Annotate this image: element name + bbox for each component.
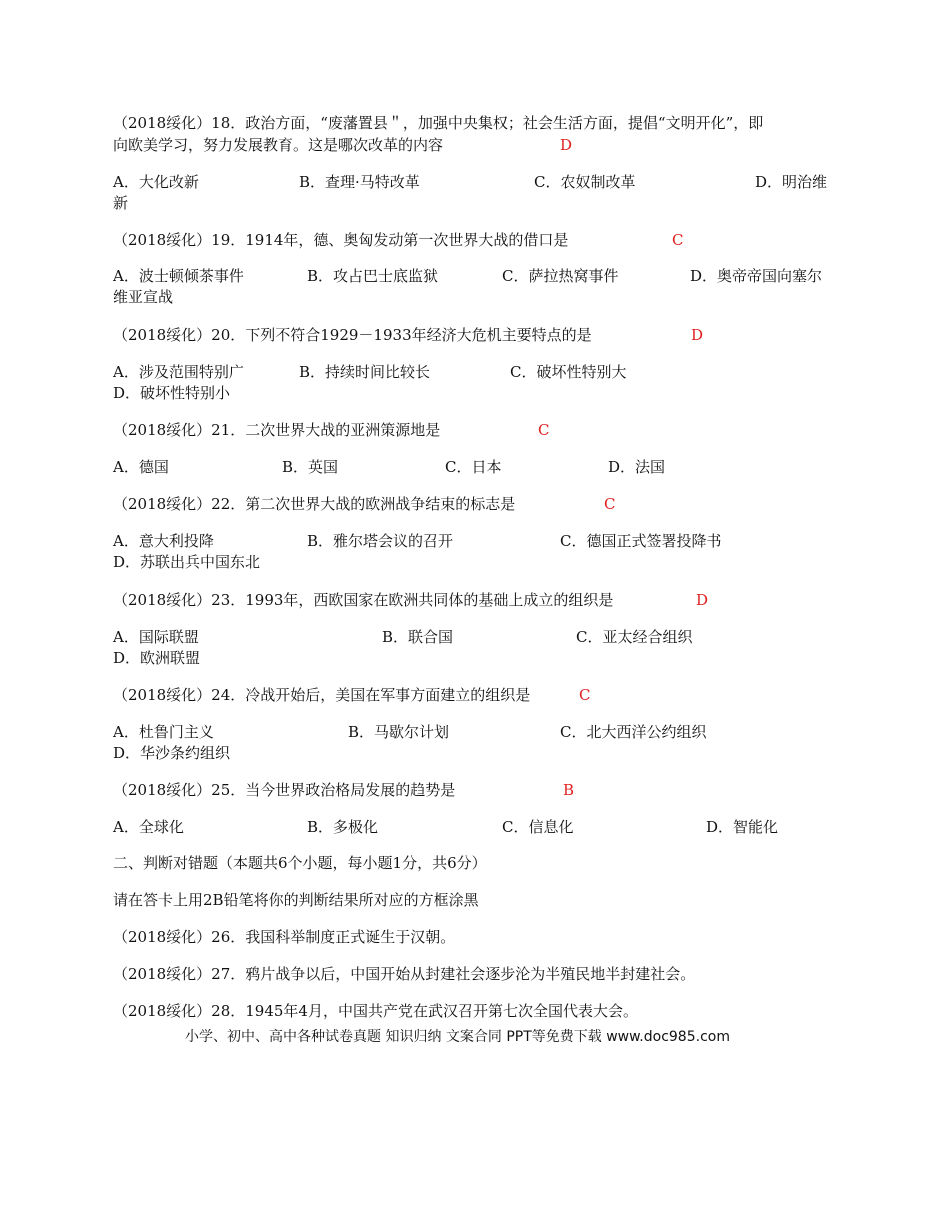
option-25-b: B．多极化 (307, 818, 379, 836)
option-24-c: C．北大西洋公约组织 (560, 723, 707, 741)
question-22: （2018绥化）22．第二次世界大战的欧洲战争结束的标志是 (113, 495, 516, 513)
question-19: （2018绥化）19．1914年，德、奥匈发动第一次世界大战的借口是 (113, 231, 569, 249)
question-24: （2018绥化）24．冷战开始后，美国在军事方面建立的组织是 (113, 686, 531, 704)
question-26: （2018绥化）26．我国科举制度正式诞生于汉朝。 (113, 928, 456, 946)
option-20-d: D．破坏性特别小 (113, 384, 231, 402)
option-22-d: D．苏联出兵中国东北 (113, 553, 261, 571)
answer-24: C (579, 686, 591, 704)
option-19-c: C．萨拉热窝事件 (502, 267, 619, 285)
answer-18: D (560, 136, 573, 154)
question-18-line2: 向欧美学习，努力发展教育。这是哪次改革的内容 (113, 136, 444, 154)
option-18-b: B．查理·马特改革 (299, 173, 420, 191)
option-22-b: B．雅尔塔会议的召开 (307, 532, 454, 550)
question-23: （2018绥化）23．1993年，西欧国家在欧洲共同体的基础上成立的组织是 (113, 591, 614, 609)
option-18-a: A．大化改新 (113, 173, 199, 191)
option-23-d: D．欧洲联盟 (113, 649, 201, 667)
option-21-c: C．日本 (445, 458, 502, 476)
option-24-b: B．马歇尔计划 (348, 723, 450, 741)
question-20: （2018绥化）20．下列不符合1929－1933年经济大危机主要特点的是 (113, 326, 592, 344)
option-21-a: A．德国 (113, 458, 169, 476)
section-heading: 二、判断对错题（本题共6个小题，每小题1分，共6分） (113, 854, 487, 872)
answer-22: C (604, 495, 616, 513)
option-22-c: C．德国正式签署投降书 (560, 532, 722, 550)
option-19-a: A．波士顿倾茶事件 (113, 267, 244, 285)
footer-banner: 小学、初中、高中各种试卷真题 知识归纳 文案合同 PPT等免费下载 www.doc985.com (185, 1029, 730, 1045)
question-25: （2018绥化）25．当今世界政治格局发展的趋势是 (113, 781, 456, 799)
option-18-c: C．农奴制改革 (534, 173, 636, 191)
option-19-b: B．攻占巴士底监狱 (307, 267, 439, 285)
option-24-a: A．杜鲁门主义 (113, 723, 214, 741)
question-28: （2018绥化）28．1945年4月，中国共产党在武汉召开第七次全国代表大会。 (113, 1002, 638, 1020)
question-27: （2018绥化）27．鸦片战争以后，中国开始从封建社会逐步沦为半殖民地半封建社会。 (113, 965, 696, 983)
answer-20: D (691, 326, 704, 344)
option-23-c: C．亚太经合组织 (576, 628, 693, 646)
option-18-d-continued: 新 (113, 194, 129, 212)
option-20-a: A．涉及范围特别广 (113, 363, 244, 381)
answer-19: C (672, 231, 684, 249)
option-19-d: D．奥帝帝国向塞尔 (690, 267, 823, 285)
option-25-d: D．智能化 (706, 818, 779, 836)
option-21-b: B．英国 (282, 458, 339, 476)
answer-23: D (696, 591, 709, 609)
option-24-d: D．华沙条约组织 (113, 744, 231, 762)
question-18-line1: （2018绥化）18．政治方面，“废藩置县＂，加强中央集权；社会生活方面，提倡“文明开化”，即 (113, 114, 764, 132)
option-25-c: C．信息化 (502, 818, 574, 836)
option-22-a: A．意大利投降 (113, 532, 214, 550)
option-23-a: A．国际联盟 (113, 628, 199, 646)
option-25-a: A．全球化 (113, 818, 184, 836)
option-20-c: C．破坏性特别大 (510, 363, 627, 381)
option-18-d: D．明治维 (755, 173, 828, 191)
option-23-b: B．联合国 (382, 628, 454, 646)
section-instruction: 请在答卡上用2B铅笔将你的判断结果所对应的方框涂黑 (113, 891, 479, 909)
question-21: （2018绥化）21．二次世界大战的亚洲策源地是 (113, 421, 441, 439)
answer-25: B (563, 781, 575, 799)
answer-21: C (538, 421, 550, 439)
option-19-d-continued: 维亚宣战 (113, 288, 174, 306)
option-20-b: B．持续时间比较长 (299, 363, 431, 381)
option-21-d: D．法国 (608, 458, 666, 476)
